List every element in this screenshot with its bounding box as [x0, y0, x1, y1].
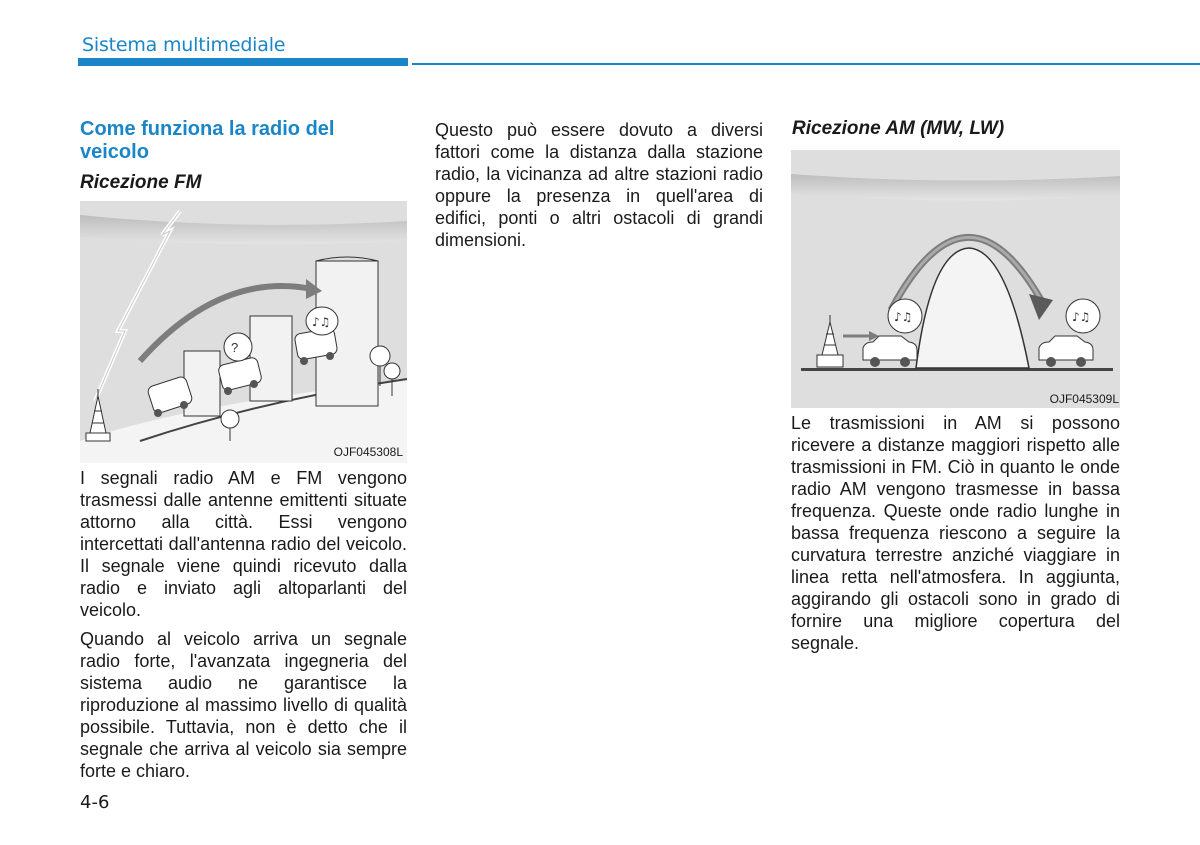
fm-figure-code: OJF045308L	[333, 445, 403, 459]
svg-text:?: ?	[231, 340, 239, 355]
svg-text:♪♫: ♪♫	[312, 315, 331, 329]
page-number: 4-6	[80, 792, 110, 813]
building-small	[184, 351, 220, 416]
svg-text:♪♫: ♪♫	[894, 310, 913, 324]
am-paragraph: Le trasmissioni in AM si possono ricevere a distanze maggiori rispetto alle trasmissioni in FM. Ciò in quanto le onde radio AM vengono trasmesse in bassa frequenza. Queste onde radio lunghe in bassa frequenza riescono a seguire la curvatura terrestre anziché viaggiare in linea retta nell'atmosfera. In aggiunta, aggirando gli ostacoli sono in grado di fornire una migliore copertura del segnale.	[791, 413, 1120, 653]
header-rule-thick	[78, 58, 408, 66]
am-reception-illustration	[791, 150, 1120, 408]
svg-text:♪♫: ♪♫	[1072, 310, 1091, 324]
middle-paragraph: Questo può essere dovuto a diversi fattori come la distanza dalla stazione radio, la vicinanza ad altre stazioni radio oppure la presenza in quell'area di edifici, ponti o altri ostacoli di grandi dimensioni.	[435, 120, 763, 250]
header-rule-thin	[412, 63, 1200, 65]
section-title: Come funziona la radio del veicolo	[80, 118, 335, 163]
am-heading: Ricezione AM (MW, LW)	[792, 118, 1005, 139]
fm-heading: Ricezione FM	[80, 172, 202, 193]
fm-paragraph-2: Quando al veicolo arriva un segnale radio forte, l'avanzata ingegneria del sistema audio ne garantisce la riproduzione al massimo livello di qualità possibile. Tuttavia, non è detto che il segnale che arriva al veicolo sia sempre forte e chiaro.	[80, 629, 407, 781]
fm-reception-illustration	[80, 201, 407, 463]
fm-paragraph-1: I segnali radio AM e FM vengono trasmessi dalle antenne emittenti situate attorno alla città. Essi vengono intercettati dall'antenna radio del veicolo. Il segnale viene quindi ricevuto dalla radio e inviato agli altoparlanti del veicolo.	[80, 468, 407, 620]
am-figure-code: OJF045309L	[1049, 392, 1119, 406]
building-mid	[250, 316, 292, 401]
running-header: Sistema multimediale	[82, 34, 286, 56]
